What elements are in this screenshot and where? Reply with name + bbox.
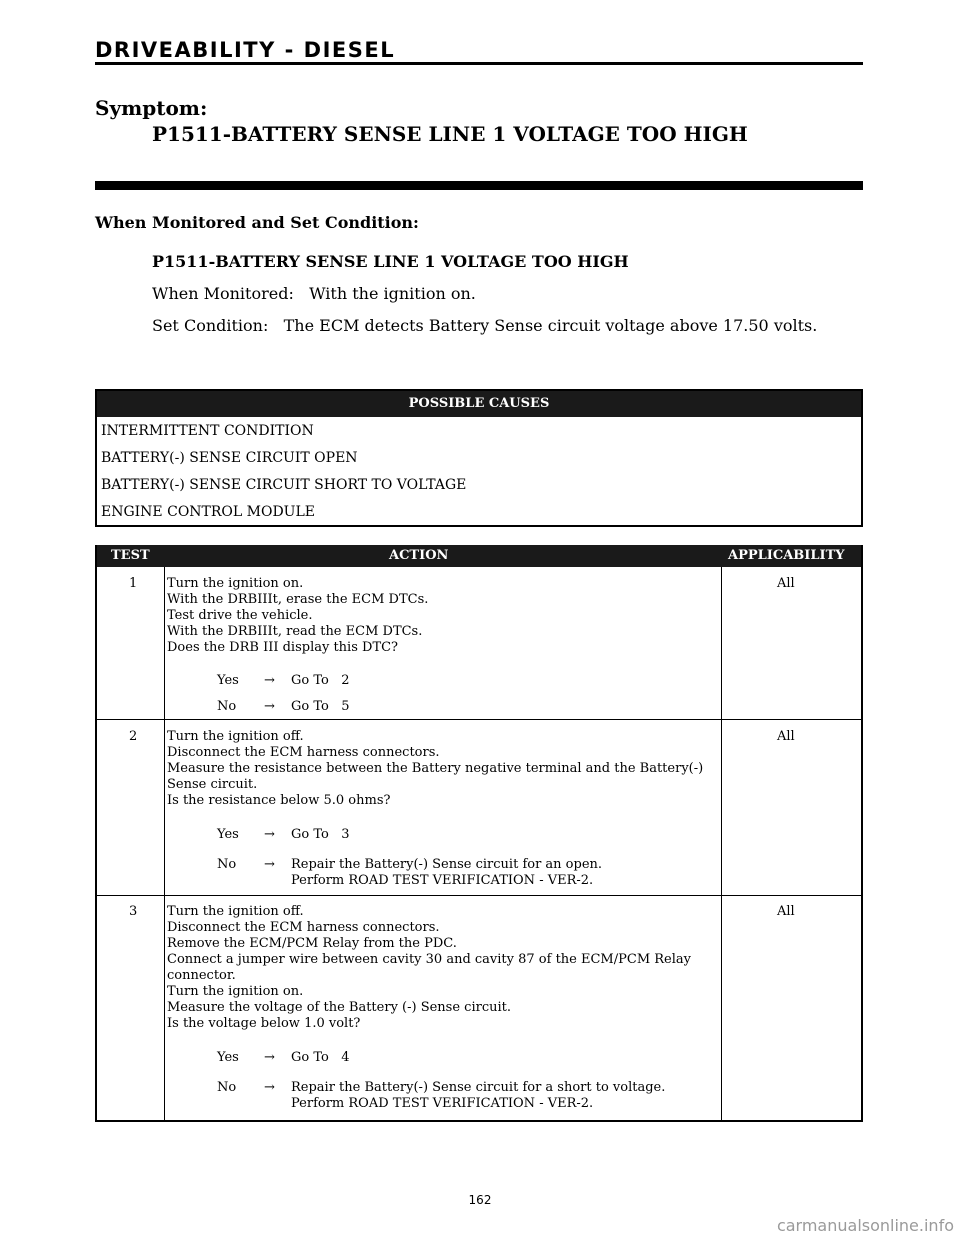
step-line: Is the resistance below 5.0 ohms? — [167, 793, 391, 808]
test-table-header — [97, 545, 861, 567]
symptom-label: Symptom: — [95, 96, 208, 120]
step-number: 2 — [129, 729, 138, 744]
no-result: Repair the Battery(-) Sense circuit for an open. — [291, 857, 603, 872]
cause-item: ENGINE CONTROL MODULE — [101, 504, 315, 520]
step-line: Connect a jumper wire between cavity 30 and cavity 87 of the ECM/PCM Relay — [167, 952, 691, 967]
step-number: 3 — [129, 904, 138, 919]
step-line: With the DRBIIIt, read the ECM DTCs. — [167, 624, 423, 639]
arrow-icon: → — [264, 1080, 275, 1095]
monitored-heading: When Monitored and Set Condition: — [95, 213, 419, 232]
arrow-icon: → — [264, 1050, 275, 1065]
yes-result: Go To 2 — [291, 673, 350, 688]
step-instructions — [167, 904, 717, 1032]
no-result: Repair the Battery(-) Sense circuit for a short to voltage. — [291, 1080, 666, 1095]
symptom-code: P1511-BATTERY SENSE LINE 1 VOLTAGE TOO HIGH — [152, 122, 748, 146]
step-line: Remove the ECM/PCM Relay from the PDC. — [167, 936, 457, 951]
arrow-icon: → — [264, 673, 275, 688]
yes-result: Go To 4 — [291, 1050, 350, 1065]
applicability: All — [777, 904, 795, 919]
cause-item: BATTERY(-) SENSE CIRCUIT OPEN — [101, 450, 358, 466]
no-result-followup: Perform ROAD TEST VERIFICATION - VER-2. — [291, 873, 594, 888]
watermark: carmanualsonline.info — [776, 1216, 954, 1235]
yes-label: Yes — [217, 827, 239, 842]
header-rule — [95, 62, 863, 65]
arrow-icon: → — [264, 827, 275, 842]
column-divider — [721, 567, 722, 1120]
step-line: Turn the ignition on. — [167, 984, 304, 999]
yes-label: Yes — [217, 673, 239, 688]
arrow-icon: → — [264, 699, 275, 714]
step-line: Does the DRB III display this DTC? — [167, 640, 399, 655]
step-line: Measure the voltage of the Battery (-) Sense circuit. — [167, 1000, 511, 1015]
no-label: No — [217, 1080, 237, 1095]
step-number: 1 — [129, 576, 138, 591]
page-number: 162 — [468, 1193, 492, 1207]
section-title: DRIVEABILITY - DIESEL — [95, 38, 396, 62]
no-label: No — [217, 699, 237, 714]
applicability: All — [777, 576, 795, 591]
header-action: ACTION — [389, 548, 449, 563]
step-line: Turn the ignition off. — [167, 729, 304, 744]
no-label: No — [217, 857, 237, 872]
section-divider — [95, 181, 863, 190]
row-divider — [97, 719, 861, 720]
row-divider — [97, 895, 861, 896]
step-line: Turn the ignition off. — [167, 904, 304, 919]
monitored-code: P1511-BATTERY SENSE LINE 1 VOLTAGE TOO HIGH — [152, 252, 629, 271]
possible-causes-header: POSSIBLE CAUSES — [97, 391, 861, 417]
set-condition: Set Condition: The ECM detects Battery Sense circuit voltage above 17.50 volts. — [152, 316, 818, 335]
applicability: All — [777, 729, 795, 744]
step-line: Measure the resistance between the Battery negative terminal and the Battery(-) — [167, 761, 704, 776]
step-line: connector. — [167, 968, 236, 983]
step-instructions — [167, 576, 717, 656]
step-line: Sense circuit. — [167, 777, 258, 792]
yes-result: Go To 3 — [291, 827, 350, 842]
possible-causes-box — [95, 389, 863, 527]
no-result: Go To 5 — [291, 699, 350, 714]
column-divider — [164, 567, 165, 1120]
header-applicability: APPLICABILITY — [728, 548, 845, 563]
when-monitored: When Monitored: With the ignition on. — [152, 284, 476, 303]
test-table — [95, 545, 863, 1122]
step-line: Turn the ignition on. — [167, 576, 304, 591]
step-instructions — [167, 729, 717, 809]
step-line: Disconnect the ECM harness connectors. — [167, 920, 440, 935]
header-test: TEST — [111, 548, 150, 563]
no-result-followup: Perform ROAD TEST VERIFICATION - VER-2. — [291, 1096, 594, 1111]
step-line: Is the voltage below 1.0 volt? — [167, 1016, 361, 1031]
yes-label: Yes — [217, 1050, 239, 1065]
step-line: Test drive the vehicle. — [167, 608, 313, 623]
cause-item: BATTERY(-) SENSE CIRCUIT SHORT TO VOLTAGE — [101, 477, 467, 493]
step-line: With the DRBIIIt, erase the ECM DTCs. — [167, 592, 429, 607]
arrow-icon: → — [264, 857, 275, 872]
cause-item: INTERMITTENT CONDITION — [101, 423, 314, 439]
step-line: Disconnect the ECM harness connectors. — [167, 745, 440, 760]
